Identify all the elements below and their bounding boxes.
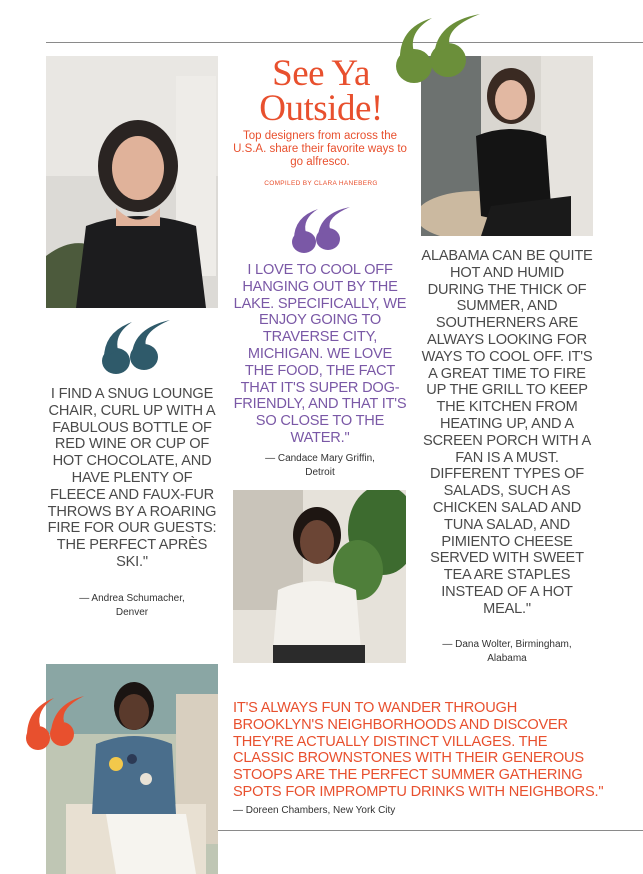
bottom-rule	[218, 830, 643, 831]
quote-dana-name: — Dana Wolter, Birmingham,	[442, 639, 572, 650]
quote-candace-text: I LOVE TO COOL OFF HANGING OUT BY THE LAKE. SPECIFICALLY, WE ENJOY GOING TO TRAVERSE CITY, MICHIGAN. WE LOVE THE FOOD, THE FACT THAT IT'S SUPER DOG-FRIENDLY, AND THAT IT'S SO CLOSE TO THE WATER."	[233, 262, 407, 446]
page-dek: Top designers from across the U.S.A. share their favorite ways to go alfresco.	[233, 130, 407, 168]
page-title: See Ya Outside!	[259, 53, 383, 129]
quote-andrea-text: I FIND A SNUG LOUNGE CHAIR, CURL UP WITH A FABULOUS BOTTLE OF RED WINE OR CUP OF HOT CHOCOLATE, AND HAVE PLENTY OF FLEECE AND FAUX-FUR THROWS BY A ROARING FIRE FOR OUR GUESTS: THE PERFECT APRÈS SKI."	[47, 386, 217, 570]
quote-mark-icon	[24, 694, 86, 752]
quote-andrea-attribution	[46, 592, 218, 620]
quote-mark-icon	[290, 205, 352, 255]
quote-doreen	[233, 700, 605, 820]
photo-andrea-schumacher	[46, 56, 218, 308]
quote-mark-icon	[392, 12, 482, 86]
quote-dana-text: ALABAMA CAN BE QUITE HOT AND HUMID DURING THE THICK OF SUMMER, AND SOUTHERNERS ARE ALWAYS LOOKING FOR WAYS TO COOL OFF. IT'S A GREAT TIME TO FIRE UP THE GRILL TO KEEP THE KITCHEN FROM HEATING UP, AND A SCREEN PORCH WITH A FAN IS A MUST. DIFFERENT TYPES OF SALADS, SUCH AS CHICKEN SALAD AND TUNA SALAD, AND PIMIENTO CHEESE SERVED WITH SWEET TEA ARE STAPLES INSTEAD OF A HOT MEAL."	[421, 248, 593, 617]
quote-andrea-name: — Andrea Schumacher,	[79, 593, 185, 604]
quote-andrea-location: Denver	[115, 607, 149, 618]
page-credit: COMPILED BY CLARA HANEBERG	[264, 180, 378, 187]
quote-candace-attribution	[232, 452, 408, 480]
quote-candace-name: — Candace Mary Griffin,	[265, 453, 375, 464]
quote-doreen-text: IT'S ALWAYS FUN TO WANDER THROUGH BROOKLYN'S NEIGHBORHOODS AND DISCOVER THEY'RE ACTUALLY DISTINCT VILLAGES. THE CLASSIC BROWNSTONES WITH THEIR GENEROUS STOOPS ARE THE PERFECT SUMMER GATHERING SPOTS FOR IMPROMPTU DRINKS WITH NEIGHBORS."	[233, 700, 604, 800]
quote-dana-attribution	[421, 638, 593, 666]
quote-dana-location: Alabama	[487, 653, 527, 664]
quote-candace-location: Detroit	[305, 467, 335, 478]
quote-doreen-attribution: — Doreen Chambers, New York City	[233, 804, 396, 816]
photo-candace-mary-griffin	[233, 490, 406, 663]
top-rule	[46, 42, 643, 43]
quote-mark-icon	[100, 318, 172, 376]
